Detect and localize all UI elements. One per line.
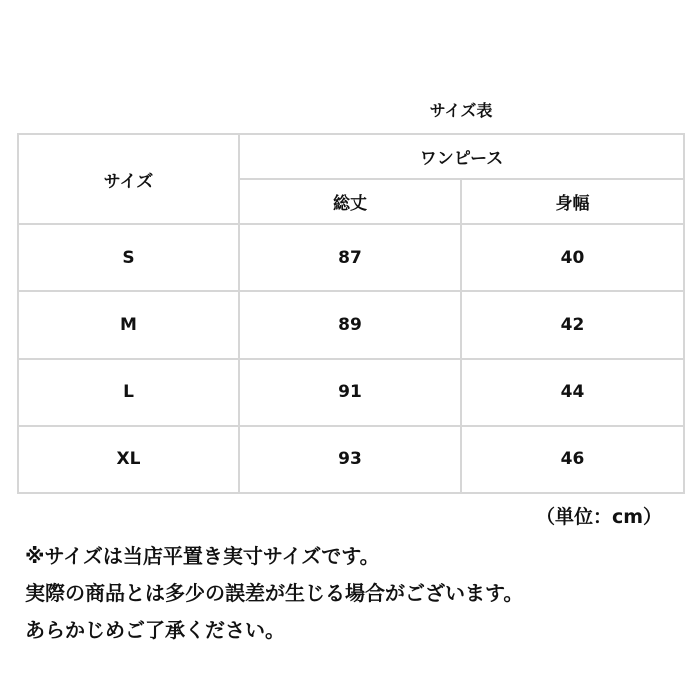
cell-width: 42 (461, 291, 684, 358)
unit-note: （単位：cm） (535, 506, 662, 528)
cell-size: S (18, 224, 239, 291)
notes-block (25, 538, 685, 649)
table-row (18, 426, 684, 493)
note-line: ※サイズは当店平置き実寸サイズです。 (25, 544, 380, 568)
table-header-row (18, 134, 684, 179)
table-row (18, 291, 684, 358)
cell-size: M (18, 291, 239, 358)
note-line: 実際の商品とは多少の誤差が生じる場合がございます。 (25, 581, 524, 605)
cell-length: 93 (239, 426, 461, 493)
header-total-length: 総丈 (239, 179, 461, 224)
cell-length: 87 (239, 224, 461, 291)
header-onepiece: ワンピース (239, 134, 684, 179)
size-chart-title: サイズ表 (429, 101, 493, 120)
header-size: サイズ (18, 134, 239, 224)
cell-size: XL (18, 426, 239, 493)
note-line: あらかじめご了承ください。 (25, 618, 285, 642)
cell-width: 46 (461, 426, 684, 493)
cell-length: 91 (239, 359, 461, 426)
table-row (18, 224, 684, 291)
size-table (17, 133, 685, 494)
cell-width: 40 (461, 224, 684, 291)
header-body-width: 身幅 (461, 179, 684, 224)
cell-length: 89 (239, 291, 461, 358)
cell-size: L (18, 359, 239, 426)
cell-width: 44 (461, 359, 684, 426)
table-row (18, 359, 684, 426)
